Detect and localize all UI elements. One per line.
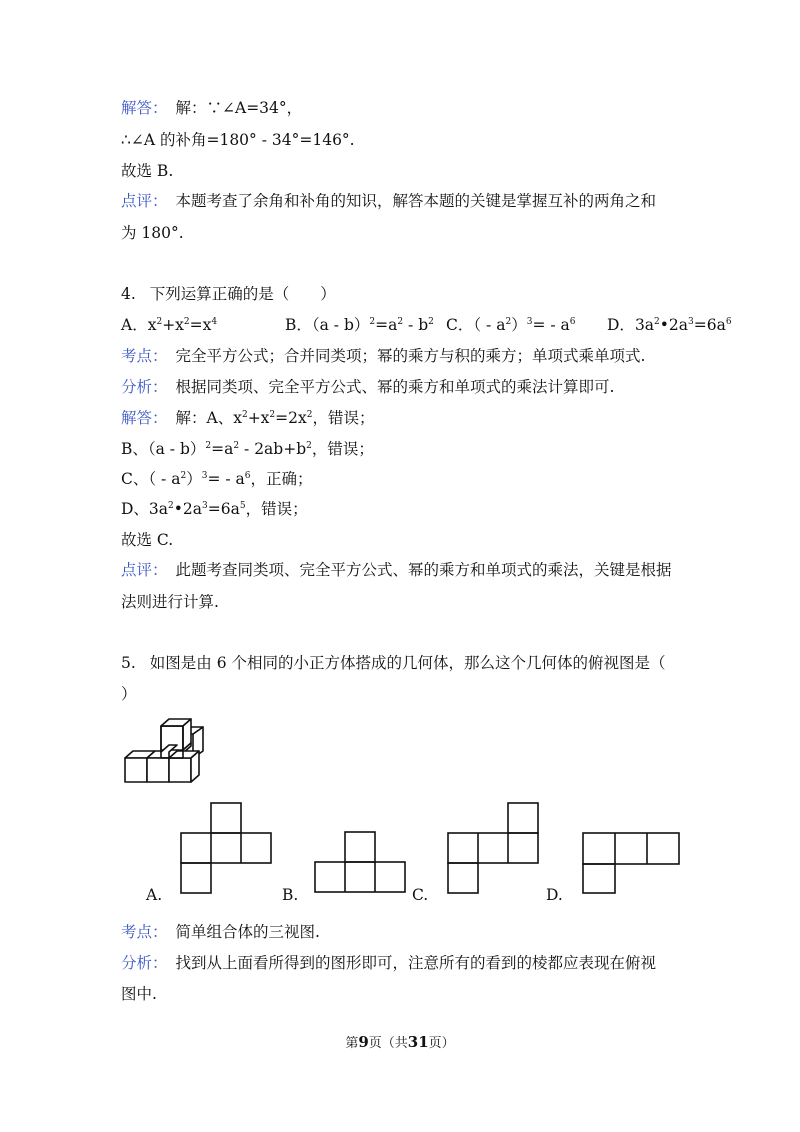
q3-comment-line2: 为 180°. (121, 224, 184, 242)
q4-solution-c: C、（ - $a^2)^3= - a^6$，正确； (121, 470, 313, 488)
analysis-label: 分析： (121, 954, 168, 972)
cube-solid-figure (121, 716, 231, 796)
q4-conclusion: 故选 C. (121, 531, 174, 549)
comment-label: 点评： (121, 192, 168, 210)
option-d-view (582, 832, 680, 894)
option-a-view (180, 803, 272, 893)
q5-kaodian: 考点： 简单组合体的三视图. (121, 923, 320, 941)
knowledge-point-label: 考点： (121, 347, 168, 365)
q4-option-a: A．$x^2+x^2=x^4$ (121, 316, 218, 334)
answer-label: 解答： (121, 409, 168, 427)
option-d-label: D. (546, 886, 563, 904)
q4-solution-a: 解答： 解：A、$x^2+x^2=2x^2$，错误； (121, 409, 375, 427)
q5-stem-line2: ） (121, 685, 137, 703)
option-b-label: B. (282, 886, 299, 904)
q5-fenxi-line1: 分析： 找到从上面看所得到的图形即可，注意所有的看到的棱都应表现在俯视 (121, 954, 657, 972)
page-number: 9 (358, 1033, 369, 1051)
q4-fenxi: 分析： 根据同类项、完全平方公式、幂的乘方和单项式的乘法计算即可. (121, 378, 615, 396)
option-b-view (314, 832, 406, 892)
page-footer: 第9页（共31页） (345, 1033, 455, 1051)
q3-comment-line1: 点评： 本题考查了余角和补角的知识，解答本题的关键是掌握互补的两角之和 (121, 192, 657, 210)
q4-option-d: D．$3a^2•2a^3=6a^6$ (607, 316, 732, 334)
q5-stem-line1: 5. 如图是由 6 个相同的小正方体搭成的几何体，那么这个几何体的俯视图是（ (121, 654, 666, 672)
q4-option-b: B．$(a - b)^2=a^2 - b^2$ (285, 316, 434, 334)
q4-comment-line1: 点评： 此题考查同类项、完全平方公式、幂的乘方和单项式的乘法，关键是根据 (121, 561, 672, 579)
q4-solution-b: B、$(a - b)^2=a^2 - 2ab+b^2$，错误； (121, 440, 374, 458)
q4-solution-d: D、$3a^2•2a^3=6a^5$，错误； (121, 500, 308, 518)
q4-option-c: C．（ - $a^2)^3= - a^6$ (446, 316, 576, 334)
q4-comment-line2: 法则进行计算. (121, 593, 219, 611)
q3-solution-line1: 解答： 解：∵∠A=34°， (121, 99, 303, 117)
q4-kaodian: 考点： 完全平方公式；合并同类项；幂的乘方与积的乘方；单项式乘单项式. (121, 347, 646, 365)
q3-solution-line2: ∴∠A 的补角=180° - 34°=146°. (121, 131, 355, 149)
knowledge-point-label: 考点： (121, 923, 168, 941)
q3-conclusion: 故选 B. (121, 162, 174, 180)
option-c-label: C. (412, 886, 429, 904)
comment-label: 点评： (121, 561, 168, 579)
analysis-label: 分析： (121, 378, 168, 396)
q5-fenxi-line2: 图中. (121, 985, 157, 1003)
option-a-label: A. (146, 886, 163, 904)
answer-label: 解答： (121, 99, 168, 117)
option-c-view (447, 803, 539, 893)
q4-stem: 4. 下列运算正确的是（ ） (121, 285, 336, 303)
total-pages: 31 (407, 1033, 429, 1051)
